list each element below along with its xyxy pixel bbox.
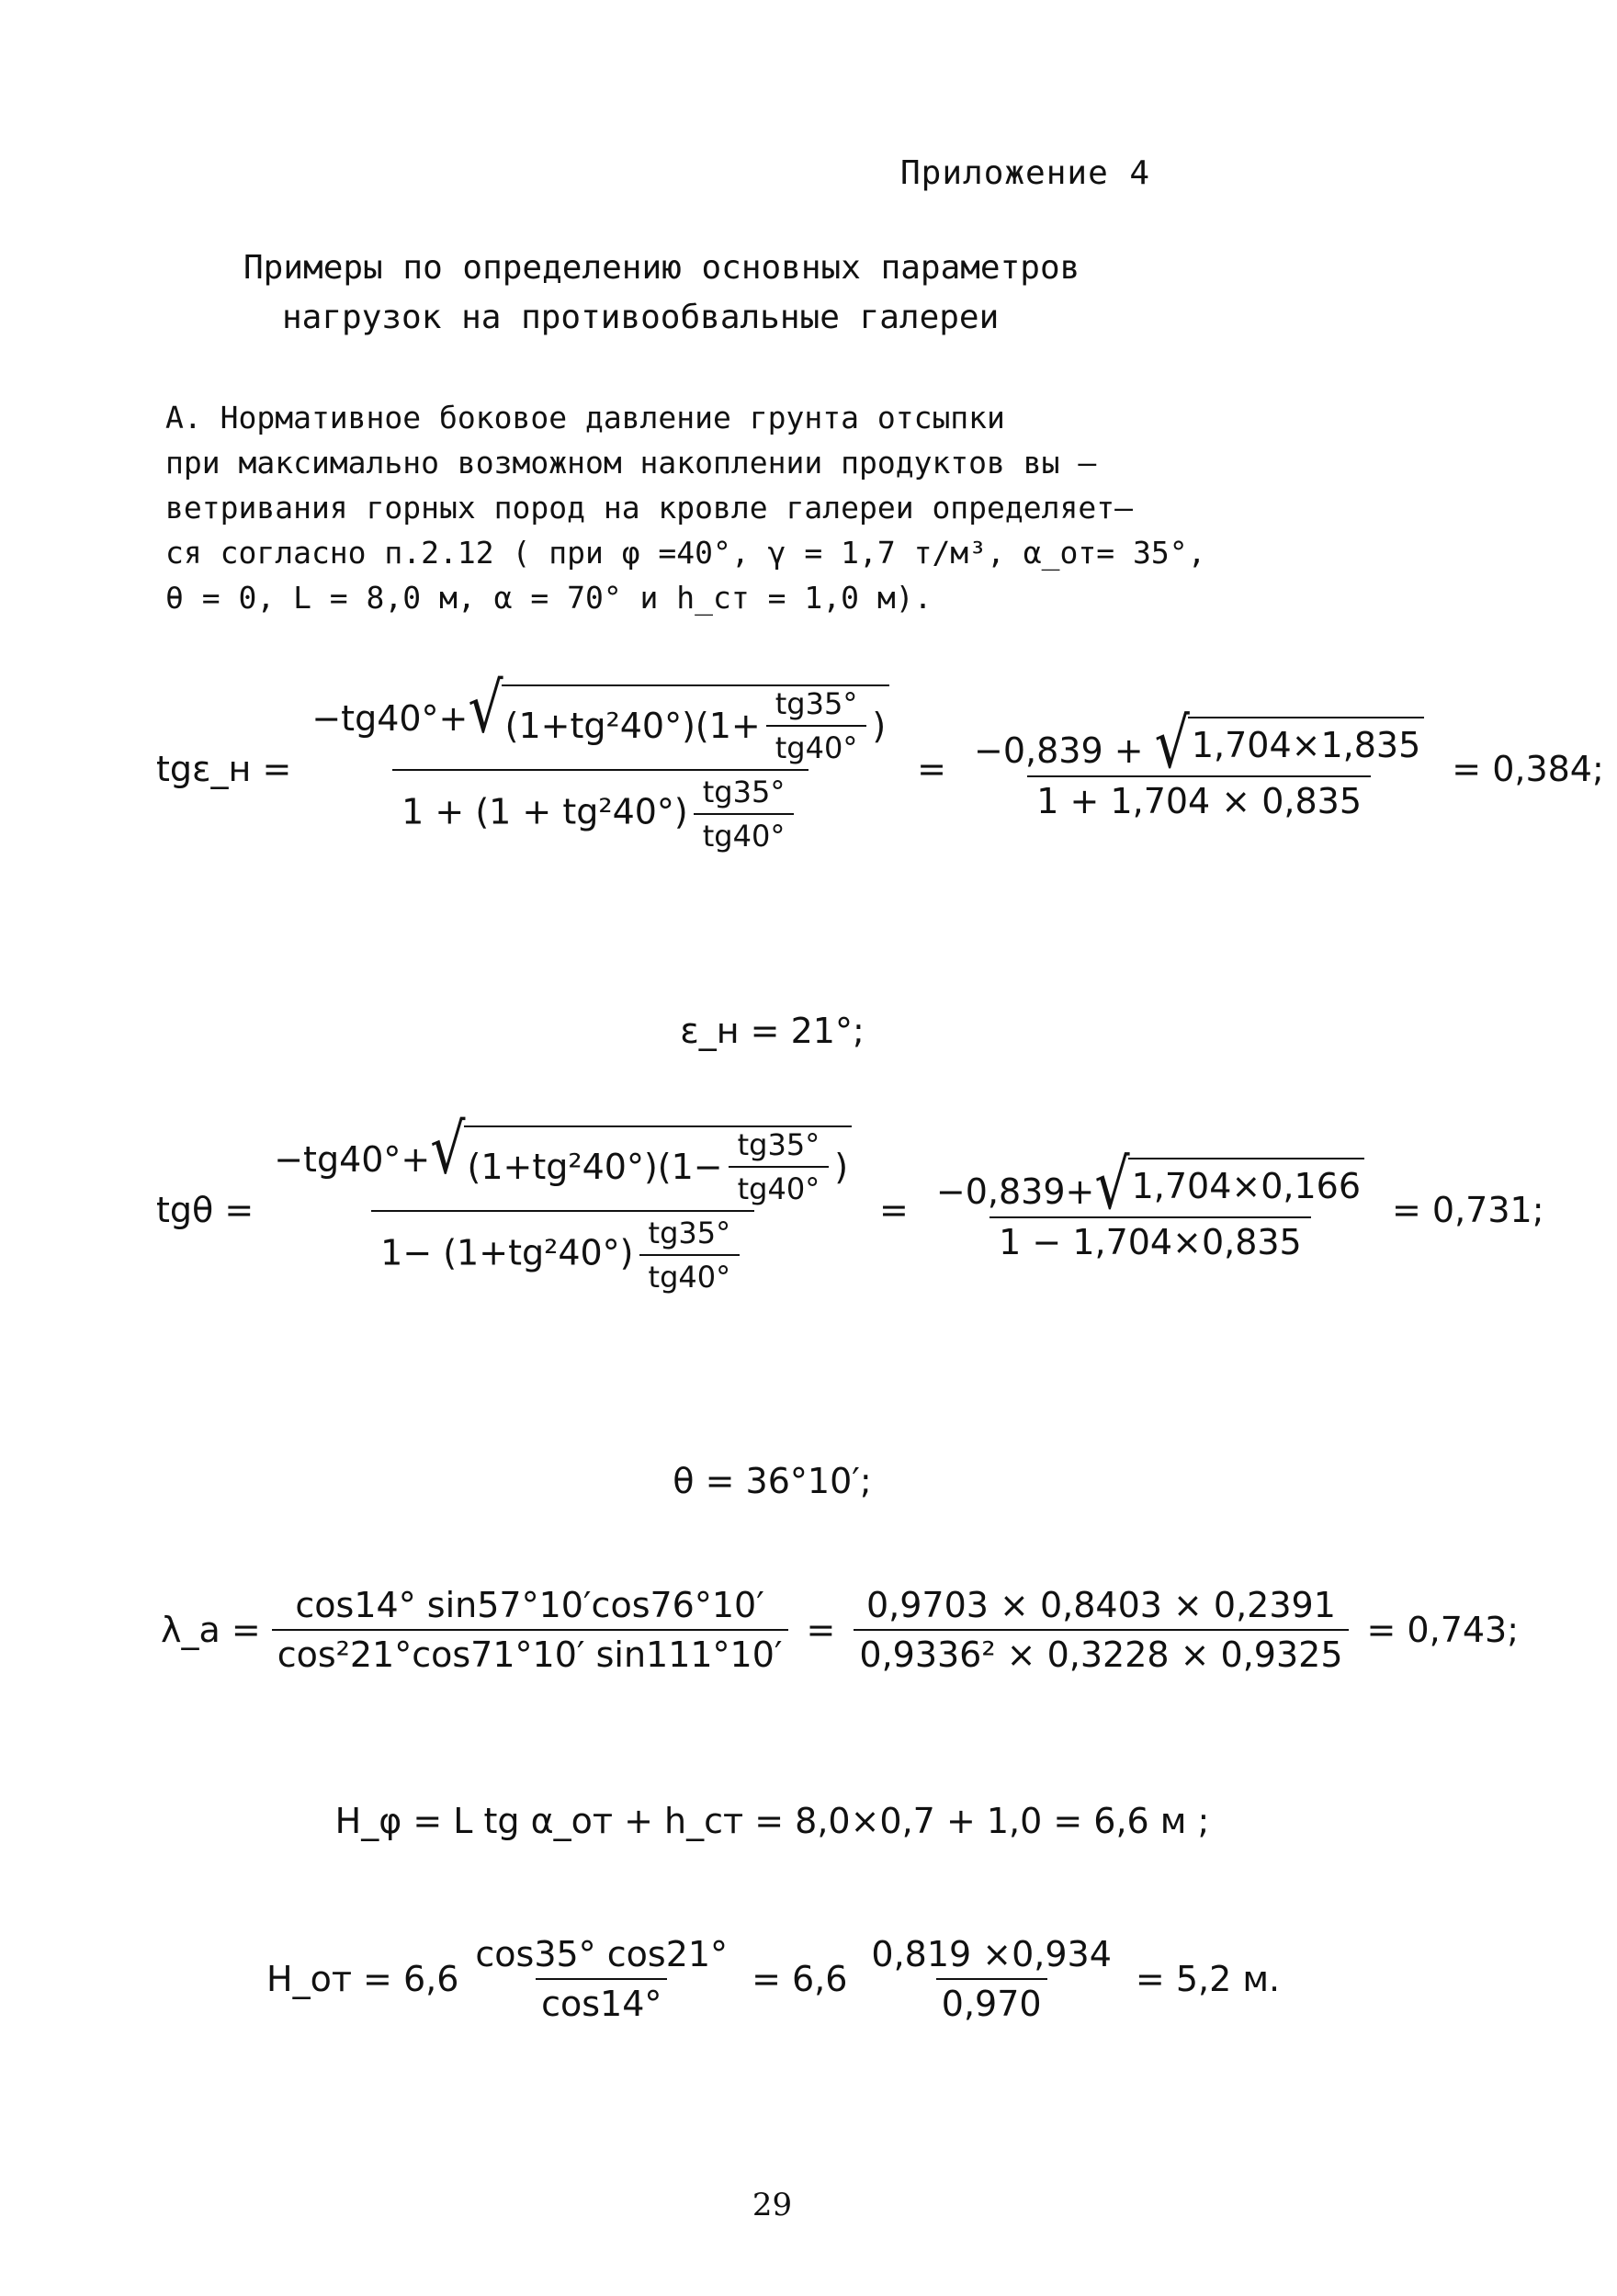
fraction-denominator: 1 − 1,704×0,835 [989,1216,1311,1262]
fraction-denominator: 1 + 1,704 × 0,835 [1027,775,1371,821]
equals-sign: = [879,1190,909,1230]
result: = 5,2 м. [1135,1959,1281,1999]
fraction-denominator: 0,970 [936,1978,1047,2024]
square-root: √ 1,704×1,835 [1155,717,1425,772]
formula-h-phi: H_φ = L tg α_от + h_ст = 8,0×0,7 + 1,0 = 6,6 м ; [334,1801,1210,1841]
symbolic-fraction [469,1934,733,2024]
inner-numerator: tg35° [648,1216,731,1250]
root-term: (1+tg²40°)(1+ [504,706,761,746]
root-term: 1,704×0,166 [1128,1158,1364,1213]
numeric-fraction [965,704,1433,821]
inner-fraction [694,775,795,854]
fraction-numerator [265,1109,861,1210]
inner-fraction [766,686,867,765]
inner-denominator: tg40° [639,1254,741,1295]
formula-lhs: λ_a = [161,1610,261,1650]
symbolic-fraction [272,1585,788,1675]
equals-sign: = 6,6 [752,1959,848,1999]
fraction-numerator: 0,9703 × 0,8403 × 0,2391 [866,1585,1336,1625]
appendix-label: Приложение 4 [900,154,1151,192]
result: = 0,384; [1452,749,1604,789]
inner-numerator: tg35° [775,686,858,721]
formula-tg-eps [156,668,1617,854]
page-number: 29 [752,2187,793,2223]
result: = 0,743; [1366,1610,1520,1650]
formula-lhs: tgε_н = [156,749,292,789]
formula-lhs: H_от = 6,6 [266,1959,459,1999]
inner-numerator: tg35° [737,1127,820,1162]
numeric-fraction [865,1934,1117,2024]
symbolic-fraction [265,1109,861,1295]
square-root: √ (1+tg²40°)(1− $\frac{tg35^\circ}{tg40^\circ}$ ) [430,1125,852,1206]
inner-denominator: tg40° [766,725,867,765]
fraction-numerator [927,1145,1374,1226]
numeric-fraction [854,1585,1348,1675]
root-close: ) [872,706,887,746]
fraction-numerator [965,704,1433,785]
title-line-2: нагрузок на противообвальные галереи [282,299,1000,336]
formula-lambda [161,1585,1532,1675]
formula-h-ot [266,1934,1293,2024]
title-line-1: Примеры по определению основных параметров [243,249,1080,287]
inner-numerator: tg35° [702,775,786,809]
symbolic-fraction [302,668,899,854]
formula-theta-result: θ = 36°10′; [673,1461,872,1501]
denominator-term: 1 + (1 + tg²40°) [401,791,688,832]
fraction-numerator [302,668,899,769]
inner-fraction [729,1127,830,1206]
numerator-term: −0,839+ [935,1171,1095,1212]
numerator-term: −tg40°+ [311,698,469,739]
numeric-fraction [927,1145,1374,1262]
denominator-term: 1− (1+tg²40°) [380,1232,634,1273]
equals-sign: = [806,1610,836,1650]
square-root: √ 1,704×0,166 [1094,1158,1364,1213]
fraction-numerator: cos35° cos21° [475,1934,729,1974]
document-title [243,243,1300,343]
equals-sign: = [917,749,946,789]
inner-denominator: tg40° [729,1166,830,1206]
fraction-denominator [392,769,808,854]
square-root: √ (1+tg²40°)(1+ $\frac{tg35^\circ}{tg40^\circ}$ ) [468,684,889,765]
formula-tg-theta [156,1109,1557,1295]
result: = 0,731; [1392,1190,1544,1230]
fraction-numerator: 0,819 ×0,934 [871,1934,1112,1974]
fraction-denominator [371,1210,754,1295]
root-term: (1+tg²40°)(1− [467,1147,723,1187]
fraction-denominator: cos²21°cos71°10′ sin111°10′ [272,1629,788,1675]
formula-lhs: tgθ = [156,1190,254,1230]
numerator-term: −0,839 + [974,730,1155,771]
fraction-denominator: 0,9336² × 0,3228 × 0,9325 [854,1629,1348,1675]
fraction-denominator: cos14° [536,1978,667,2024]
formula-eps-result: ε_н = 21°; [680,1011,865,1051]
inner-denominator: tg40° [694,813,795,854]
intro-paragraph: А. Нормативное боковое давление грунта отсыпки при максимально возможном накоплении продуктов вы – ветривания горных пород на кровле галереи определяет– ся согласно п.2.12 ( при φ =40°, γ = 1,7 т/м³, α_от= 35°, θ = 0, L = 8,0 м, α = 70° и h_ст = 1,0 м). [165,400,1206,616]
fraction-numerator: cos14° sin57°10′cos76°10′ [295,1585,764,1625]
inner-fraction [639,1216,741,1295]
root-close: ) [834,1147,849,1187]
numerator-term: −tg40°+ [274,1139,431,1180]
root-term: 1,704×1,835 [1188,717,1424,772]
